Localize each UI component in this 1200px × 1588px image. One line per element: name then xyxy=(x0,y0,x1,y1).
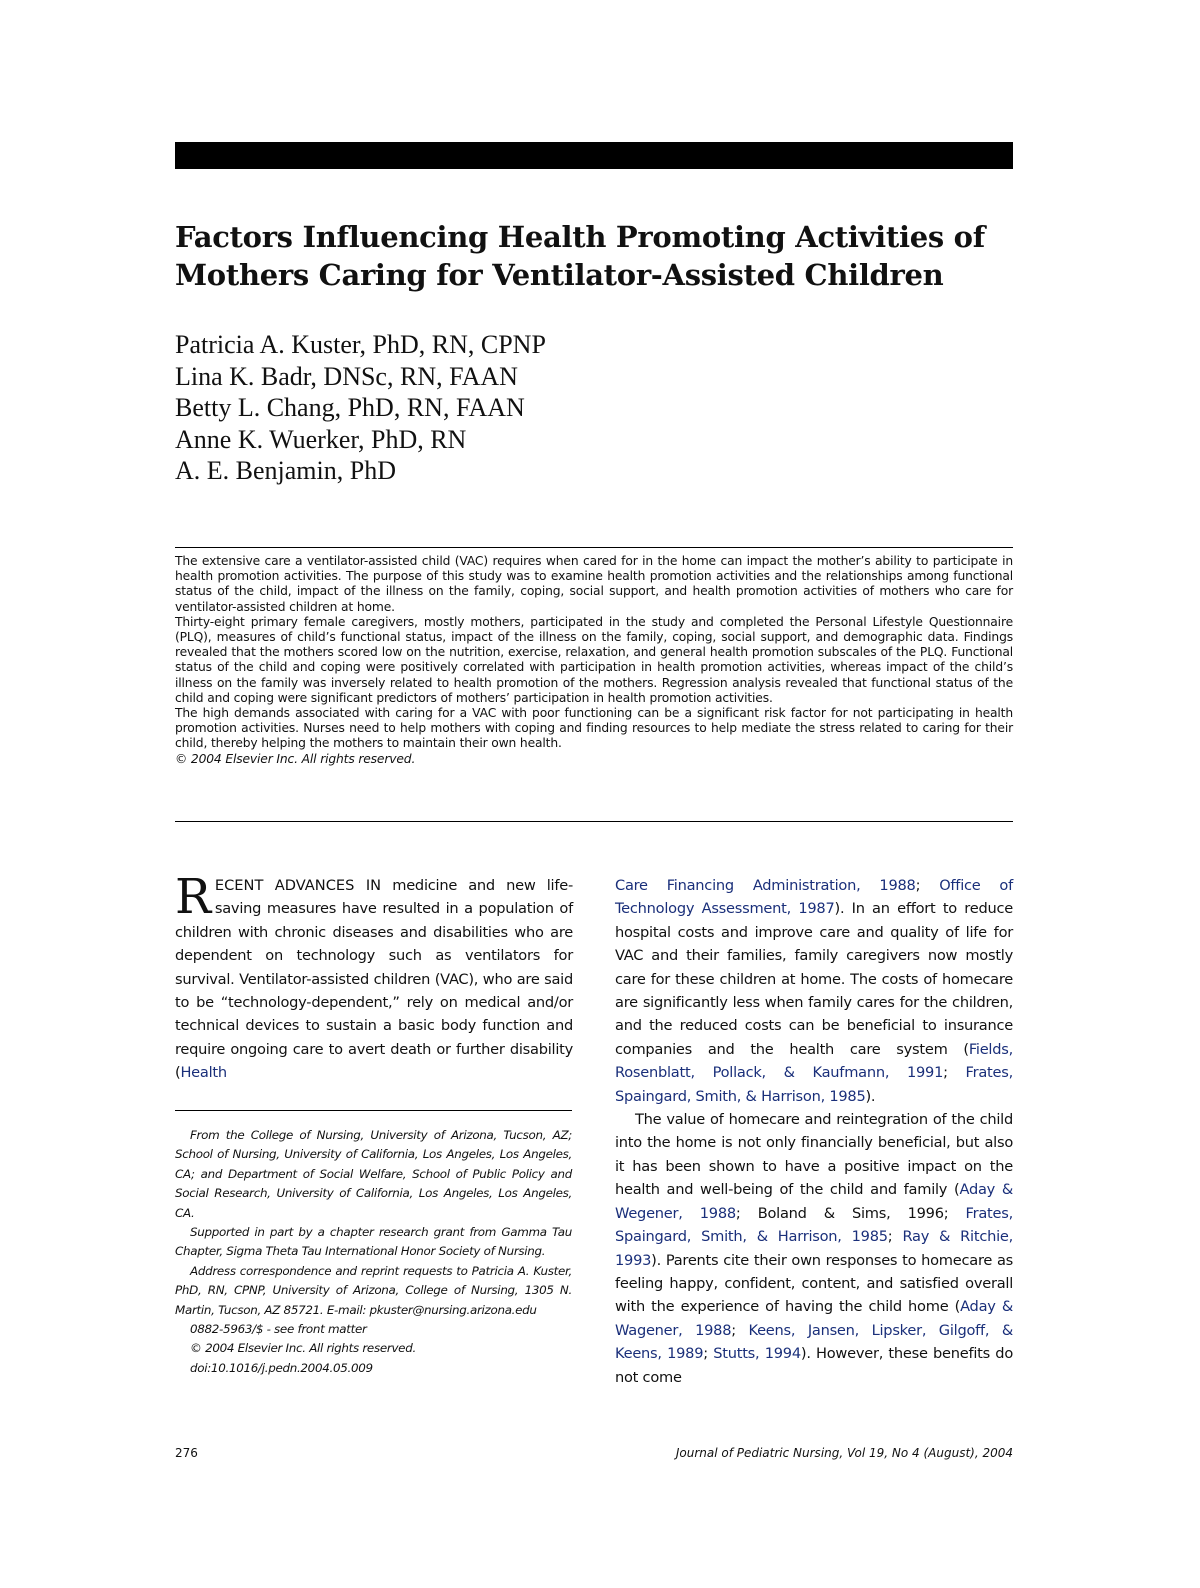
citation-link[interactable]: Aday & Wagener, 1988 xyxy=(615,1298,1013,1339)
citation-link[interactable]: Ray & Ritchie, 1993 xyxy=(615,1228,1014,1269)
body-text: ). In an effort to reduce hospital costs and improve care and quality of life for VAC and their families, family caregivers now mostly care for these children at home. The costs of homecare are significantly less when family cares for the children, and the reduced costs can be beneficial to insurance companies and the health care system ( xyxy=(615,900,1013,1058)
body-column-left xyxy=(175,869,573,1085)
body-text: medicine and new life-saving measures have resulted in a population of children with chronic diseases and disabilities who are dependent on technology such as ventilators for survival. Ventilator-assisted children (VAC), who are said to be “technology-dependent,” rely on medical and/or technical devices to sustain a basic body function and require ongoing care to avert death or further disability ( xyxy=(175,877,573,1082)
author: Betty L. Chang, PhD, RN, FAAN xyxy=(175,393,525,422)
abstract-top-rule xyxy=(175,547,1013,548)
abstract-copyright: © 2004 Elsevier Inc. All rights reserved. xyxy=(175,751,416,766)
lead-in: ECENT ADVANCES IN xyxy=(214,877,382,894)
footnote-doi: doi:10.1016/j.pedn.2004.05.009 xyxy=(190,1360,373,1375)
citation-link[interactable]: Care Financing Administration, 1988 xyxy=(615,877,916,894)
author: Patricia A. Kuster, PhD, RN, CPNP xyxy=(175,330,546,359)
footnote-address: Address correspondence and reprint requests to Patricia A. Kuster, PhD, RN, CPNP, University of Arizona, College of Nursing, 1305 N. Martin, Tucson, AZ 85721. E-mail: pkuster@nursing.arizona.edu xyxy=(175,1263,572,1317)
journal-citation: Journal of Pediatric Nursing, Vol 19, No 4 (August), 2004 xyxy=(675,1446,1013,1460)
footnote-affiliation: From the College of Nursing, University of Arizona, Tucson, AZ; School of Nursing, University of California, Los Angeles, Los Angeles, CA; and Department of Social Welfare, School of Public Policy and Social Research, University of California, Los Angeles, Los Angeles, CA. xyxy=(175,1128,572,1220)
abstract xyxy=(175,554,1013,767)
title-line-2: Mothers Caring for Ventilator-Assisted Children xyxy=(175,258,944,292)
title-line-1: Factors Influencing Health Promoting Activities of xyxy=(175,220,985,254)
footnote xyxy=(175,1126,572,1378)
abstract-bottom-rule xyxy=(175,821,1013,822)
separator: ; xyxy=(703,1345,714,1363)
body-text: ). Parents cite their own responses to homecare as feeling happy, confident, content, and satisfied overall with the experience of having the child home ( xyxy=(615,1251,1013,1316)
abstract-paragraph: The extensive care a ventilator-assisted child (VAC) requires when cared for in the home can impact the mother’s ability to participate in health promotion activities. The purpose of this study was to examine health promotion activities and the relationships among functional status of the child, impact of the illness on the family, coping, social support, and health promotion activities of mothers who care for ventilator-assisted children at home. xyxy=(175,554,1013,614)
citation-link[interactable]: Office of Technology Assessment, 1987 xyxy=(615,877,1014,918)
body-text: ). xyxy=(865,1087,876,1105)
footnote-support: Supported in part by a chapter research grant from Gamma Tau Chapter, Sigma Theta Tau International Honor Society of Nursing. xyxy=(175,1225,572,1259)
body-text: ). However, these benefits do not come xyxy=(615,1345,1014,1386)
citation-link[interactable]: Health xyxy=(180,1064,227,1082)
author: Lina K. Badr, DNSc, RN, FAAN xyxy=(175,361,518,391)
separator: ; xyxy=(887,1228,903,1246)
footnote-rule xyxy=(175,1110,572,1111)
citation-link[interactable]: Keens, Jansen, Lipsker, Gilgoff, & Keens, 1989 xyxy=(615,1321,1013,1363)
body-text: ; Boland & Sims, 1996; xyxy=(735,1204,966,1222)
body-paragraph xyxy=(615,1108,1013,1389)
citation-link[interactable]: Aday & Wegener, 1988 xyxy=(615,1181,1013,1222)
author: A. E. Benjamin, PhD xyxy=(175,456,396,485)
separator: ; xyxy=(943,1064,966,1082)
abstract-paragraph: The high demands associated with caring for a VAC with poor functioning can be a significant risk factor for not participating in health promotion activities. Nurses need to help mothers with coping and finding resources to help mediate the stress related to caring for their child, thereby helping the mothers to maintain their own health. xyxy=(175,706,1013,751)
header-bar xyxy=(175,142,1013,169)
separator: ; xyxy=(731,1321,749,1339)
abstract-paragraph: Thirty-eight primary female caregivers, mostly mothers, participated in the study and completed the Personal Lifestyle Questionnaire (PLQ), measures of child’s functional status, impact of the illness on the family, coping, social support, and demographic data. Findings revealed that the mothers scored low on the nutrition, exercise, relaxation, and general health promotion subscales of the PLQ. Functional status of the child and coping were positively correlated with participation in health promotion activities, whereas impact of the child’s illness on the family was inversely related to health promotion of the mothers. Regression analysis revealed that functional status of the child and coping were significant predictors of mothers’ participation in health promotion activities. xyxy=(175,614,1013,705)
citation-link[interactable]: Frates, Spaingard, Smith, & Harrison, 1985 xyxy=(615,1204,1013,1246)
page-number: 276 xyxy=(175,1446,198,1460)
body-column-right xyxy=(615,874,1013,1389)
footnote-issn: 0882-5963/$ - see front matter xyxy=(190,1322,367,1337)
footnote-copyright: © 2004 Elsevier Inc. All rights reserved. xyxy=(190,1341,416,1356)
citation-link[interactable]: Stutts, 1994 xyxy=(713,1345,801,1363)
separator: ; xyxy=(915,877,940,894)
body-paragraph xyxy=(175,869,573,1085)
citation-link[interactable]: Frates, Spaingard, Smith, & Harrison, 1985 xyxy=(615,1064,1013,1105)
citation-link[interactable]: Fields, Rosenblatt, Pollack, & Kaufmann, 1991 xyxy=(615,1040,1013,1082)
author: Anne K. Wuerker, PhD, RN xyxy=(175,424,467,454)
body-text: The value of homecare and reintegration of the child into the home is not only financially beneficial, but also it has been shown to have a positive impact on the health and well-being of the child and family ( xyxy=(615,1111,1013,1199)
body-paragraph xyxy=(615,874,1013,1108)
drop-cap: R xyxy=(175,869,211,925)
author-list xyxy=(175,329,546,487)
article-title xyxy=(175,218,1035,294)
